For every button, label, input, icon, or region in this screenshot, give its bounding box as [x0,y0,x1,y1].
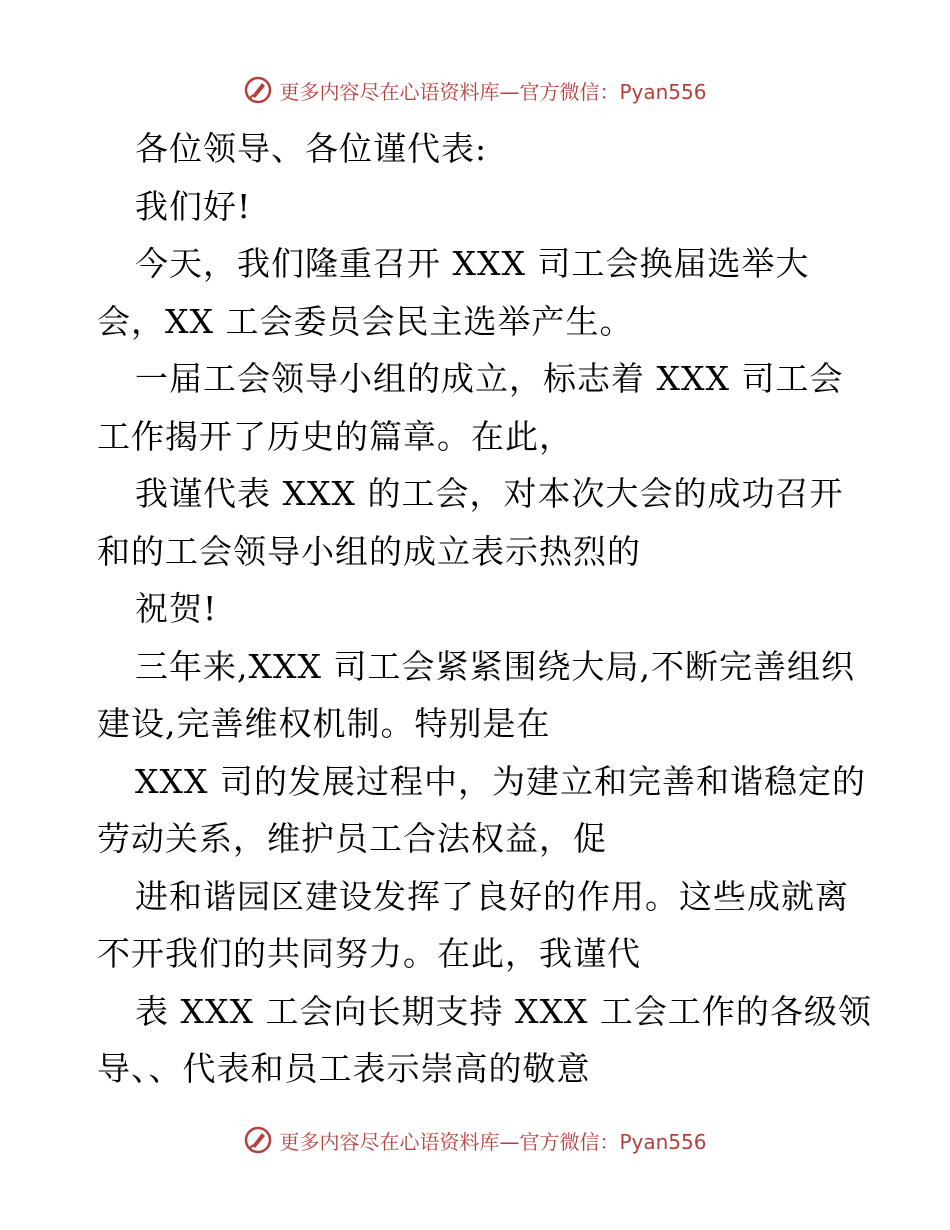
body-line: 一届工会领导小组的成立，标志着 XXX 司工会 [135,359,844,398]
pen-logo-icon [243,1125,273,1155]
body-line: 工作揭开了历史的篇章。在此， [97,416,573,456]
pen-logo-icon [243,75,273,105]
body-line: 建设,完善维权机制。特别是在 [97,704,551,743]
body-line: 不开我们的共同努力。在此，我谨代 [97,934,641,973]
body-line: 三年来,XXX 司工会紧紧围绕大局,不断完善组织 [135,646,855,686]
body-line: 和的工会领导小组的成立表示热烈的 [97,531,641,571]
document-body [97,120,872,1098]
body-line: 各位领导、各位谨代表: [135,129,488,168]
body-line: 进和谐园区建设发挥了良好的作用。这些成就离 [135,876,849,916]
footer-watermark [0,1120,950,1160]
body-line: 今天，我们隆重召开 XXX 司工会换届选举大 [135,244,810,283]
body-line: 导、、代表和员工表示崇高的敬意 [97,1049,591,1088]
body-line: 表 XXX 工会向长期支持 XXX 工会工作的各级领 [135,991,872,1031]
footer-watermark-text: 更多内容尽在心语资料库—官方微信：Pyan556 [279,1129,707,1154]
body-line: 我们好! [135,186,252,226]
body-line: 会，XX 工会委员会民主选举产生。 [97,301,634,341]
header-watermark [0,70,950,110]
header-watermark-text: 更多内容尽在心语资料库—官方微信：Pyan556 [279,79,707,104]
body-line: 我谨代表 XXX 的工会，对本次大会的成功召开 [135,474,844,513]
body-line: XXX 司的发展过程中，为建立和完善和谐稳定的 [135,761,866,801]
body-line: 劳动关系，维护员工合法权益，促 [97,819,607,858]
body-line: 祝贺! [135,589,218,628]
